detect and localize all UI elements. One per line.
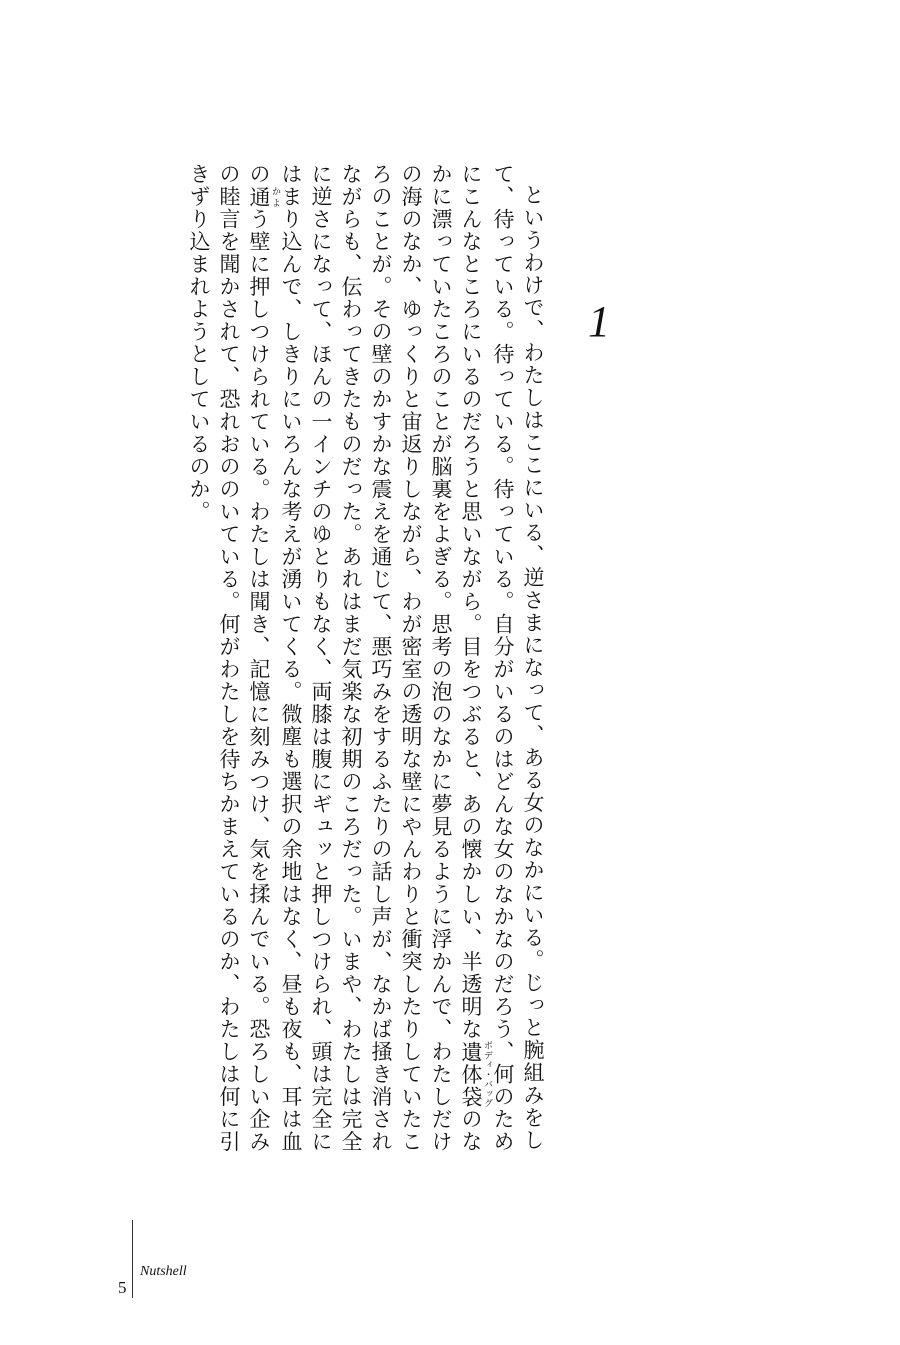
ruby-base: 遺体袋 <box>459 1040 483 1108</box>
running-title: Nutshell <box>140 1264 187 1279</box>
ruby-annotation <box>459 1040 492 1109</box>
text-run: のなかに漂っていたころのことが脳裏をよぎる。思考の泡のなかに夢見るように浮かんで、わたしだけの海のなか、ゆっくりと宙返りしながら、わが密室の透明な壁にやんわりと衝突したりしていたころのことが。その壁のかすかな震えを通じて、悪巧みをするふたりの話し声が、なかば掻き消されながらも、伝わってきたものだった。あれはまだ気楽な初期のころだった。いまや、わたしは完全に逆さになって、ほんの一インチのゆとりもなく、両膝は腹にギュッと押しつけられ、頭は完全にはまり込んで、しきりにいろんな考えが湧いてくる。微塵も選択の余地はなく、昼も夜も、耳は血の <box>247 163 483 1153</box>
page-footer <box>112 1220 232 1300</box>
body-text <box>108 163 548 1163</box>
chapter-number: 1 <box>588 297 610 346</box>
page-number: 5 <box>118 1278 127 1297</box>
ruby-reading: かよ <box>270 185 280 208</box>
ruby-base: 通 <box>247 185 271 208</box>
ruby-reading: ボディ・バッグ <box>482 1040 492 1108</box>
text-run: う壁に押しつけられている。わたしは聞き、記憶に刻みつけ、気を揉んでいる。恐ろしい企みの睦言を聞かされて、恐れおののいている。何がわたしを待ちかまえているのか、わたしは何に引きずり込まれようとしているのか。 <box>187 163 271 1153</box>
footer-rule <box>132 1220 133 1298</box>
text-run: というわけで、わたしはここにいる、逆さまになって、ある女のなかにいる。じっと腕組みをして、待っている。待っている。待っている。自分がいるのはどんな女のなかなのだろう、何のためにこんなところにいるのだろうと思いながら。目をつぶると、あの懐かしい、半透明な <box>459 163 545 1153</box>
paragraph <box>184 163 548 1163</box>
ruby-annotation <box>247 185 280 209</box>
